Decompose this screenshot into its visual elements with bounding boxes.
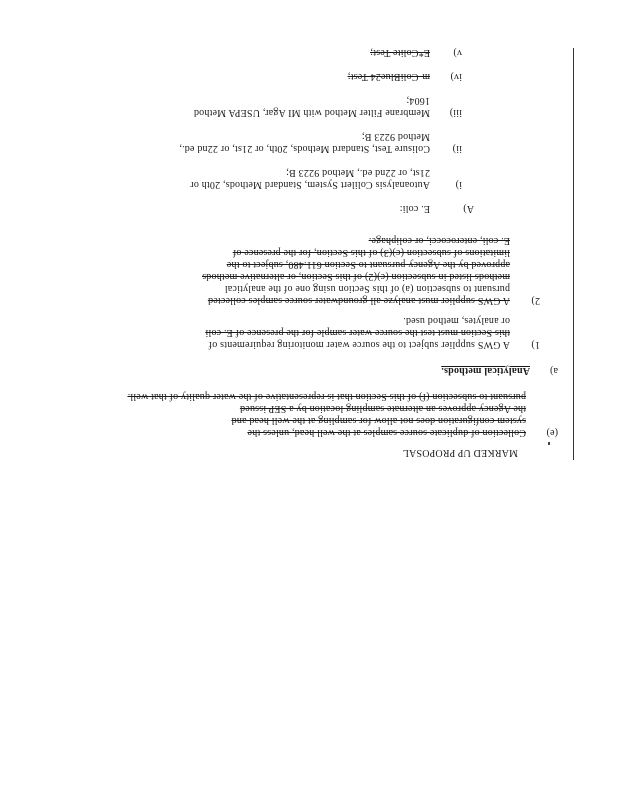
item-ii-line1: Colisure Test, Standard Methods, 20th, or 21st, or 22nd ed., [179,143,430,154]
item-i-line2: 21st, or 22nd ed., Method 9223 B; [285,167,430,178]
item-a-title: Analytical methods. [441,365,530,376]
item-iv-marker: A) [463,203,474,214]
margin-rule [573,48,574,460]
item-iii-line1: Membrane Filter Method with MI Agar, USEPA Method [193,107,430,118]
item-v-text: E*Colite Test; [370,47,430,58]
rotated-text-block [60,40,570,470]
item-a-marker: a) [549,365,558,376]
item-ii-line2: Method 9223 B; [361,131,430,142]
item-1-marker: 1) [531,339,540,350]
item-iii-line2: 1604; [406,95,430,106]
item-2-line6: E. coli, enterococci, or coliphage. [368,235,510,246]
item-1-line1: A GWS supplier subject to the source water monitoring requirements of [208,339,510,350]
item-i-line1: Autoanalysis Colilert System, Standard Methods, 20th or [190,179,430,190]
item-2-line2: pursuant to subsection (a) of this Section using one of the analytical [224,283,510,294]
item-2-line1: A GWS supplier must analyze all groundwater source samples collected [207,295,510,306]
item-e-marker: (e) [546,427,558,438]
item-iv2-marker: iv) [450,71,462,82]
item-iii-marker: iii) [449,107,462,118]
item-i-marker: i) [455,179,462,190]
item-iv2-text: m-ColiBlue24 Test; [347,71,430,82]
item-2-marker: 2) [531,295,540,306]
item-e-line4: pursuant to subsection (f) of this Section that is representative of the water quality of that well. [127,391,526,402]
item-2-line4: approved by the Agency pursuant to Section 611.480, subject to the [226,259,510,270]
item-e-line3: the Agency approves an alternate sampling location by a SEP issued [239,403,526,414]
item-2-line3: methods listed in subsection (c)(2) of this Section, or alternative methods [202,271,510,282]
item-e-line2: system configuration does not allow for sampling at the well head and [231,415,526,426]
item-ii-marker: ii) [452,143,462,154]
item-2-line5: limitations of subsection (c)(3) of this Section, for the presence of [232,247,510,258]
item-v-marker: v) [453,47,462,58]
header-ref: MARKED UP PROPOSAL [402,447,518,458]
item-1-line2: this Section must test the source water sample for the presence of E. coli [205,327,510,338]
item-e-line1: Collection of duplicate source samples at the well head, unless the [247,427,526,438]
item-1-line3: or analytes, method used. [403,315,510,326]
item-iv-text: E. coli: [399,203,430,214]
